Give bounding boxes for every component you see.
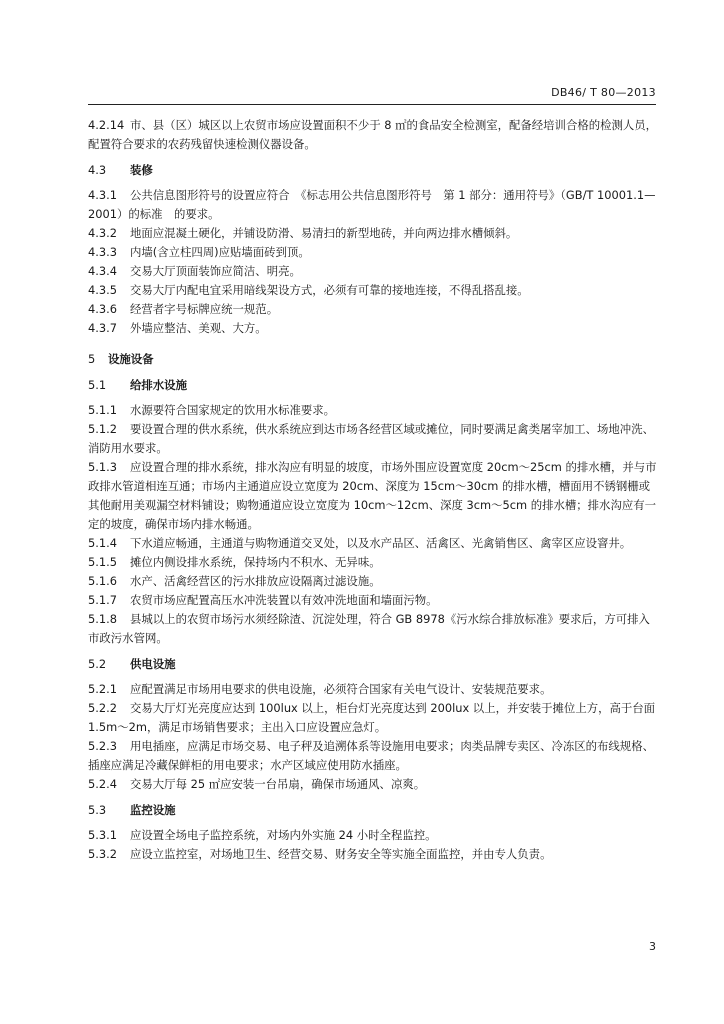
- clause-number: 4.3.7: [88, 321, 117, 335]
- clause-text: 装修: [130, 163, 153, 177]
- clause-text: 应设置合理的排水系统，排水沟应有明显的坡度，市场外围应设置宽度 20cm～25cm 的排水槽，并与市政排水管道相连互通；市场内主通道应设立宽度为 20cm、深度为 15cm～30cm 的排水槽，槽面用不锈钢栅或其他耐用美观漏空材料铺设；购物通道应设立宽度为 10cm～12cm、深度 3cm～5cm 的排水槽；排水沟应有一定的坡度，确保市场内排水畅通。: [88, 460, 657, 531]
- clause-paragraph: [88, 186, 660, 224]
- clause-text: 给排水设施: [130, 378, 187, 392]
- section-heading: [88, 350, 660, 369]
- page-number: 3: [649, 940, 656, 953]
- clause-number: 5.1.3: [88, 460, 117, 474]
- clause-paragraph: [88, 534, 660, 553]
- clause-text: 县城以上的农贸市场污水须经除渣、沉淀处理，符合 GB 8978《污水综合排放标准》要求后，方可排入市政污水管网。: [88, 612, 650, 645]
- clause-number: 5.3: [88, 803, 107, 817]
- subsection-heading: [88, 161, 660, 180]
- clause-number: 5.1: [88, 378, 107, 392]
- clause-paragraph: [88, 699, 660, 737]
- clause-number: 5.1.7: [88, 593, 117, 607]
- clause-paragraph: [88, 553, 660, 572]
- clause-text: 农贸市场应配置高压水冲洗装置以有效冲洗地面和墙面污物。: [130, 593, 438, 607]
- clause-number: 4.3.4: [88, 264, 117, 278]
- clause-paragraph: [88, 572, 660, 591]
- clause-paragraph: [88, 224, 660, 243]
- clause-text: 用电插座，应满足市场交易、电子秤及追溯体系等设施用电要求；肉类品牌专卖区、冷冻区的布线规格、插座应满足冷藏保鲜柜的用电要求；水产区域应使用防水插座。: [88, 739, 654, 772]
- clause-paragraph: [88, 420, 660, 458]
- clause-paragraph: [88, 300, 660, 319]
- clause-number: 5.2.1: [88, 682, 117, 696]
- clause-text: 地面应混凝土硬化，并铺设防滑、易清扫的新型地砖，并向两边排水槽倾斜。: [130, 226, 518, 240]
- clause-number: 5: [88, 352, 96, 366]
- clause-paragraph: [88, 281, 660, 300]
- clause-text: 监控设施: [130, 803, 176, 817]
- clause-number: 5.2.4: [88, 777, 117, 791]
- clause-number: 5.2.2: [88, 701, 117, 715]
- clause-text: 要设置合理的供水系统，供水系统应到达市场各经营区域或摊位，同时要满足禽类屠宰加工、场地冲洗、消防用水要求。: [88, 422, 654, 455]
- document-code-header: DB46/ T 80—2013: [551, 86, 656, 99]
- clause-number: 5.1.6: [88, 574, 117, 588]
- clause-paragraph: [88, 319, 660, 338]
- clause-paragraph: [88, 243, 660, 262]
- clause-paragraph: [88, 737, 660, 775]
- clause-number: 5.1.8: [88, 612, 117, 626]
- clause-number: 5.2: [88, 657, 107, 671]
- clause-number: 4.3.6: [88, 302, 117, 316]
- clause-text: 水源要符合国家规定的饮用水标准要求。: [130, 403, 336, 417]
- clause-number: 5.3.2: [88, 847, 117, 861]
- clause-paragraph: [88, 116, 660, 154]
- clause-number: 4.3.5: [88, 283, 117, 297]
- clause-paragraph: [88, 458, 660, 534]
- subsection-heading: [88, 376, 660, 395]
- clause-number: 5.1.2: [88, 422, 117, 436]
- clause-number: 5.1.5: [88, 555, 117, 569]
- clause-text: 供电设施: [130, 657, 176, 671]
- clause-text: 内墙(含立柱四周)应贴墙面砖到顶。: [130, 245, 310, 259]
- subsection-heading: [88, 655, 660, 674]
- clause-number: 5.2.3: [88, 739, 117, 753]
- clause-number: 4.2.14: [88, 118, 125, 132]
- clause-text: 设施设备: [108, 352, 154, 366]
- clause-text: 交易大厅顶面装饰应简洁、明亮。: [130, 264, 301, 278]
- clause-text: 市、县（区）城区以上农贸市场应设置面积不少于 8 ㎡的食品安全检测室，配备经培训合格的检测人员，配置符合要求的农药残留快速检测仪器设备。: [88, 118, 658, 151]
- clause-text: 交易大厅每 25 ㎡应安装一台吊扇，确保市场通风、凉爽。: [130, 777, 426, 791]
- clause-text: 应设置全场电子监控系统，对场内外实施 24 小时全程监控。: [130, 828, 437, 842]
- clause-paragraph: [88, 262, 660, 281]
- clause-text: 应配置满足市场用电要求的供电设施，必须符合国家有关电气设计、安装规范要求。: [130, 682, 552, 696]
- clause-number: 4.3: [88, 163, 107, 177]
- clause-number: 4.3.3: [88, 245, 117, 259]
- subsection-heading: [88, 801, 660, 820]
- header-rule: [88, 104, 656, 105]
- clause-paragraph: [88, 610, 660, 648]
- clause-number: 5.3.1: [88, 828, 117, 842]
- clause-text: 交易大厅灯光亮度应达到 100lux 以上，柜台灯光亮度达到 200lux 以上，并安装于摊位上方，高于台面 1.5m～2m，满足市场销售要求；主出入口应设置应急灯。: [88, 701, 656, 734]
- clause-paragraph: [88, 775, 660, 794]
- clause-number: 4.3.1: [88, 188, 117, 202]
- clause-paragraph: [88, 826, 660, 845]
- clause-paragraph: [88, 680, 660, 699]
- clause-paragraph: [88, 401, 660, 420]
- clause-text: 公共信息图形符号的设置应符合 《标志用公共信息图形符号 第 1 部分：通用符号》（GB/T 10001.1—2001）的标准 的要求。: [88, 188, 656, 221]
- clause-text: 下水道应畅通，主通道与购物通道交叉处，以及水产品区、活禽区、光禽销售区、禽宰区应设窨井。: [130, 536, 632, 550]
- clause-number: 4.3.2: [88, 226, 117, 240]
- clause-paragraph: [88, 591, 660, 610]
- clause-text: 应设立监控室，对场地卫生、经营交易、财务安全等实施全面监控，并由专人负责。: [130, 847, 552, 861]
- document-body: [88, 116, 660, 864]
- clause-number: 5.1.1: [88, 403, 117, 417]
- clause-number: 5.1.4: [88, 536, 117, 550]
- clause-text: 摊位内侧设排水系统，保持场内不积水、无异味。: [130, 555, 381, 569]
- clause-paragraph: [88, 845, 660, 864]
- clause-text: 水产、活禽经营区的污水排放应设隔离过滤设施。: [130, 574, 381, 588]
- clause-text: 外墙应整洁、美观、大方。: [130, 321, 267, 335]
- clause-text: 经营者字号标牌应统一规范。: [130, 302, 279, 316]
- clause-text: 交易大厅内配电宜采用暗线架设方式，必须有可靠的接地连接，不得乱搭乱接。: [130, 283, 529, 297]
